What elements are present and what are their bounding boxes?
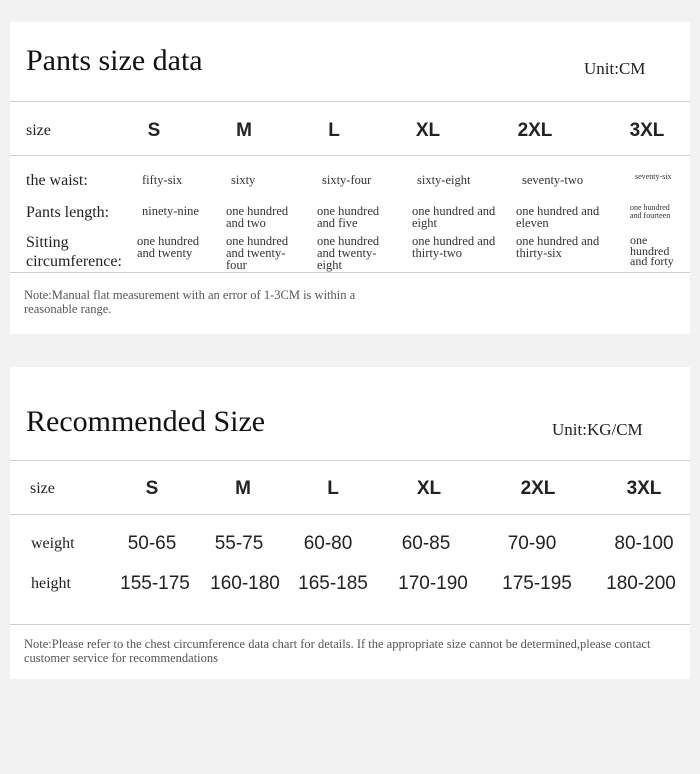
- table-cell: fifty-six: [142, 173, 183, 187]
- table-cell: sixty-four: [322, 173, 372, 187]
- recommended-size-card: [10, 367, 690, 679]
- pants-size-card: [10, 22, 690, 334]
- table-cell: 80-100: [614, 533, 674, 554]
- divider: [10, 460, 690, 461]
- recommended-size-unit: Unit:KG/CM: [552, 420, 643, 439]
- size-header-xl: XL: [415, 120, 441, 141]
- table-cell: seventy-two: [522, 173, 584, 187]
- size-header-2xl: 2XL: [520, 478, 556, 499]
- table-cell: 155-175: [120, 573, 190, 594]
- table-cell: 70-90: [507, 533, 557, 554]
- recommended-size-note: Note:Please refer to the chest circumference data chart for details. If the appropriate size cannot be determined,please contact customer service for recommendations: [24, 637, 651, 665]
- row-label-sitting-circumference: Sitting circumference:: [26, 234, 122, 270]
- table-cell: seventy-six: [635, 172, 672, 181]
- table-cell: 180-200: [606, 573, 676, 594]
- table-cell: one hundred and eleven: [516, 204, 600, 230]
- table-cell: one hundred and twenty-eight: [317, 234, 380, 272]
- divider: [10, 101, 690, 102]
- size-header-m: M: [236, 120, 252, 141]
- size-header-xl: XL: [416, 478, 442, 499]
- table-cell: 175-195: [502, 573, 572, 594]
- row-label-waist: the waist:: [26, 172, 88, 189]
- size-header-label: size: [30, 480, 55, 497]
- table-cell: one hundred and eight: [412, 204, 496, 230]
- divider: [10, 624, 690, 625]
- table-cell: 55-75: [214, 533, 264, 554]
- table-cell: sixty: [231, 173, 256, 187]
- table-cell: one hundred and thirty-six: [516, 234, 600, 260]
- divider: [10, 155, 690, 156]
- table-cell: 60-85: [401, 533, 451, 554]
- divider: [10, 272, 690, 273]
- table-cell: 50-65: [127, 533, 177, 554]
- row-label-height: height: [31, 575, 71, 592]
- size-header-2xl: 2XL: [517, 120, 553, 141]
- size-header-3xl: 3XL: [626, 478, 662, 499]
- table-cell: 160-180: [210, 573, 280, 594]
- pants-size-note: Note:Manual flat measurement with an error of 1-3CM is within a reasonable range.: [24, 288, 356, 316]
- size-header-label: size: [26, 122, 51, 139]
- table-cell: one hundred and forty: [630, 233, 674, 268]
- table-cell: one hundred and fourteen: [630, 203, 671, 220]
- size-header-l: L: [328, 120, 340, 141]
- pants-size-title: Pants size data: [26, 44, 203, 77]
- size-header-s: S: [145, 478, 159, 499]
- size-header-m: M: [235, 478, 251, 499]
- size-header-l: L: [327, 478, 339, 499]
- recommended-size-title: Recommended Size: [26, 405, 266, 438]
- row-label-weight: weight: [31, 535, 75, 552]
- table-cell: 165-185: [298, 573, 368, 594]
- table-cell: sixty-eight: [417, 173, 471, 187]
- table-cell: one hundred and twenty: [137, 234, 200, 260]
- table-cell: one hundred and two: [226, 204, 289, 230]
- pants-size-unit: Unit:CM: [584, 59, 646, 78]
- table-cell: one hundred and five: [317, 204, 380, 230]
- size-header-s: S: [147, 120, 161, 141]
- row-label-pants-length: Pants length:: [26, 204, 110, 221]
- size-header-3xl: 3XL: [629, 120, 665, 141]
- table-cell: 170-190: [398, 573, 468, 594]
- table-cell: one hundred and twenty-four: [226, 234, 289, 272]
- table-cell: 60-80: [303, 533, 353, 554]
- table-cell: one hundred and thirty-two: [412, 234, 496, 260]
- divider: [10, 514, 690, 515]
- table-cell: ninety-nine: [142, 204, 199, 218]
